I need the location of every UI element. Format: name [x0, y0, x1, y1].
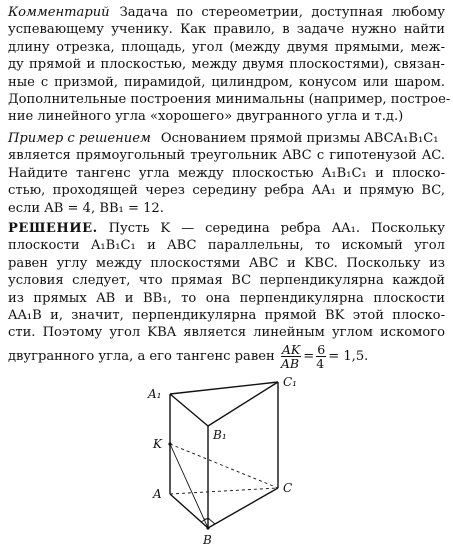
- prism-hidden-lines: [170, 444, 278, 528]
- formula-result: = 1,5.: [328, 348, 369, 364]
- point-k: [168, 442, 171, 445]
- solution-line-8: двугранного угла, а его тангенс равен $\frac{AK}{AB}$ = $\frac{6}{4}$ = 1,5.: [8, 341, 369, 371]
- formula-fraction-ak-ab: $\frac{AK}{AB}$: [280, 341, 301, 371]
- prism-figure: [0, 376, 453, 546]
- example-line-5: если AB = 4, BB₁ = 12.: [8, 200, 164, 216]
- example-line-1: Пример с решением Основанием прямой призмы ABCA₁B₁C₁: [8, 131, 439, 146]
- example-heading: Пример с решением: [8, 131, 151, 146]
- label-b: B: [203, 533, 212, 546]
- solution-line-7: сти. Поэтому угол KBA является линейным углом искомого: [8, 325, 445, 341]
- label-a1: A₁: [148, 387, 162, 401]
- solution-section: [8, 220, 445, 372]
- label-c1: C₁: [283, 376, 297, 389]
- edge-a1-b1: [170, 394, 208, 426]
- solution-heading: РЕШЕНИЕ.: [8, 221, 98, 236]
- prism-edges: [170, 382, 278, 528]
- edge-a-b: [170, 494, 208, 528]
- edge-b-c: [208, 488, 278, 528]
- comment-line-7: ние линейного угла «хорошего» двугранного угла и т.д.): [8, 109, 404, 125]
- label-c: C: [283, 481, 293, 495]
- solution-line-4: условия следует, что прямая BC перпендикулярна каждой: [8, 273, 445, 289]
- label-k: K: [153, 437, 162, 451]
- solution-line-6: AA₁B и, значит, перпендикулярна прямой BK этой плоско-: [8, 308, 445, 324]
- edge-a-c-hidden: [170, 488, 278, 494]
- comment-line-3: длину отрезка, площадь, угол (между двумя прямыми, меж-: [8, 39, 445, 55]
- comment-line-4: ду прямой и плоскостью, между двумя плоскостями), связан-: [8, 57, 445, 73]
- comment-line-2: успевающему ученику. Как правило, в задаче нужно найти: [8, 22, 445, 38]
- segment-k-b: [170, 444, 208, 528]
- comment-line-6: Дополнительные построения минимальны (например, построе-: [8, 92, 451, 108]
- solution-line-2: плоскости A₁B₁C₁ и ABC параллельны, то искомый угол: [8, 238, 445, 254]
- point-b: [206, 526, 209, 529]
- solution-line-3: равен углу между плоскостями ABC и KBC. Поскольку из: [8, 255, 445, 271]
- label-b1: B₁: [213, 428, 227, 442]
- formula-fraction-6-4: $\frac{6}{4}$: [316, 341, 326, 371]
- label-a: A: [153, 487, 162, 501]
- comment-line-5: ные с призмой, пирамидой, цилиндром, конусом или шаром.: [8, 74, 445, 90]
- example-line-4: стью, проходящей через середину ребра AA₁ и прямую BC,: [8, 183, 445, 199]
- solution-line-5: из прямых AB и BB₁, то она перпендикулярна плоскости: [8, 290, 445, 306]
- example-line-3: Найдите тангенс угла между плоскостью A₁B₁C₁ и плоско-: [8, 165, 445, 181]
- segment-k-c: [170, 444, 278, 488]
- example-section: [8, 130, 445, 217]
- solution-line-1: РЕШЕНИЕ. Пусть K — середина ребра AA₁. Поскольку: [8, 221, 445, 236]
- comment-line-1: Комментарий Задача по стереометрии, доступная любому: [8, 5, 445, 20]
- example-line-2: является прямоугольный треугольник ABC с гипотенузой AC.: [8, 148, 445, 164]
- comment-section: [8, 4, 451, 126]
- comment-heading: Комментарий: [8, 5, 110, 20]
